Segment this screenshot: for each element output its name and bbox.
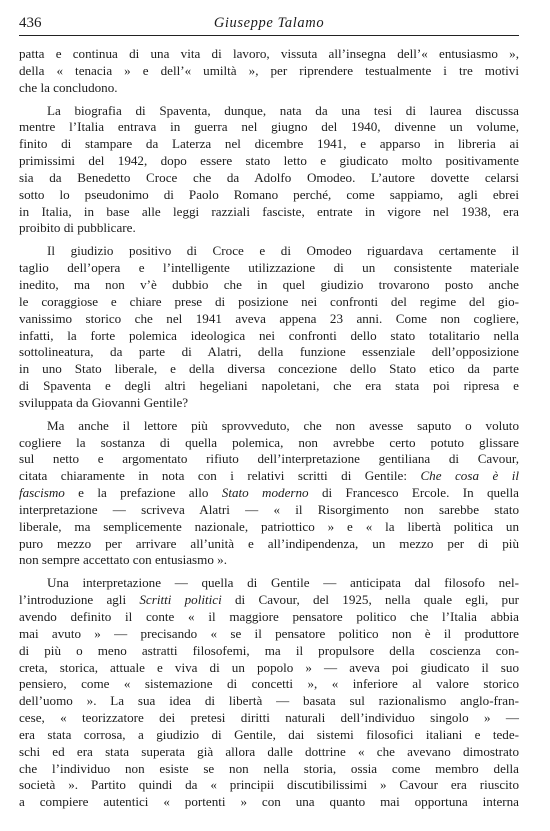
text-line [19, 63, 519, 80]
text-run: patta e continua di una vita di lavoro, vissuta all’insegna dell’« entusiasmo », [19, 46, 519, 61]
text-line [19, 153, 519, 170]
text-line [19, 626, 519, 643]
text-run: La biografia di Spaventa, dunque, nata da una tesi di laurea discussa [47, 102, 519, 118]
text-line [19, 693, 519, 710]
text-line [19, 328, 519, 345]
text-run: citata chiaramente in nota con i relativi scritti di Gentile: [19, 468, 421, 484]
text-line [19, 277, 519, 294]
text-run: in uno Stato liberale, e della diversa concezione dello Stato etico da parte [19, 361, 519, 377]
text-run: sottolineatura, da parte di Alatri, della funzione essenziale dell’opposizione [19, 344, 519, 360]
text-line [19, 220, 519, 237]
text-run: proibito di pubblicare. [19, 220, 136, 236]
text-line [19, 103, 519, 120]
page-number: 436 [19, 15, 42, 31]
text-run: di Spaventa e degli altri hegeliani napoletani, che era stata poi ripresa e [19, 378, 519, 394]
text-run: di Cavour, del 1925, nella quale egli, pur [221, 592, 519, 608]
text-run: sul netto e argomentato rifiuto dell’interpretazione gentiliana di Cavour, [19, 451, 519, 467]
text-line [19, 451, 519, 468]
text-run: taglio dell’opera e l’intelligente utilizzazione di un consistente materiale [19, 260, 519, 276]
text-line [19, 204, 519, 221]
text-line [19, 361, 519, 378]
text-line [19, 609, 519, 626]
text-line [19, 676, 519, 693]
text-line [19, 502, 519, 519]
text-run: che l’individuo non esiste se non nella storia, ossia come membro della [19, 760, 519, 776]
running-head: Giuseppe Talamo [213, 15, 325, 31]
text-line [19, 761, 519, 778]
text-run: vanissimo storico che nel 1941 aveva appena 23 anni. Come non cogliere, [19, 310, 519, 326]
text-run: avendo definito il conte « il maggiore pensatore politico che l’Italia abbia [19, 609, 519, 624]
text-run: mai avuto » — precisando « se il pensatore politico non è il produttore [19, 625, 519, 641]
text-line [19, 552, 519, 569]
italic-title: Stato moderno [221, 485, 309, 501]
text-run: della « tenacia » e dell’« umiltà », per riprendere testualmente i tre motivi [19, 62, 519, 78]
text-line [19, 311, 519, 328]
text-run: interpretazione — scriveva Alatri — « il Risorgimento non sarebbe stato [19, 501, 519, 517]
text-line [19, 170, 519, 187]
text-run: mentre l’Italia entrava in guerra nel giugno del 1940, divenne un volume, [19, 119, 519, 135]
text-run: puro mezzo per arrivare all’unità e all’indipendenza, un mezzo per di più [19, 535, 519, 551]
text-run: Ma anche il lettore più sprovveduto, che non avesse saputo o voluto [47, 417, 519, 433]
text-run: società ». Partito quindi da « principii discutibilissimi » Cavour era riuscito [19, 777, 519, 793]
text-line [19, 794, 519, 811]
text-line [19, 592, 519, 609]
text-run: sviluppata da Giovanni Gentile? [19, 394, 189, 410]
italic-title: Scritti politici [139, 592, 222, 608]
text-run: schi ed era stata superata già allora dalle dottrine « che avevano dimostrato [19, 743, 519, 759]
body-text [19, 46, 519, 811]
text-line [19, 519, 519, 536]
text-line [19, 136, 519, 153]
text-run: e la prefazione allo [64, 485, 222, 501]
text-line [19, 187, 519, 204]
text-line [19, 485, 519, 502]
text-run: cese, « teorizzatore dei pretesi diritti naturali dell’individuo singolo » — [19, 710, 519, 726]
text-line [19, 395, 519, 412]
text-line [19, 260, 519, 277]
text-run: di più o meno astratti filosofemi, ma il propulsore della coscienza con- [19, 642, 519, 658]
text-run: in Italia, in base alle leggi razziali fasciste, entrate in vigore nel 1938, era [19, 203, 519, 219]
text-run: a compiere autentici « portenti » con una quanto mai opportuna interna [19, 794, 519, 810]
text-run: finito di stampare da Laterza nel dicembre 1941, e apparso in libreria ai [19, 136, 519, 152]
text-line [19, 344, 519, 361]
italic-title: Che cosa è il [420, 468, 519, 484]
text-run: liberale, ma semplicemente nazionale, patriottico » e « la libertà politica un [19, 518, 519, 534]
text-line [19, 294, 519, 311]
text-line [19, 710, 519, 727]
text-run: Il giudizio positivo di Croce e di Omodeo riguardava certamente il [47, 243, 519, 259]
text-line [19, 435, 519, 452]
text-line [19, 80, 519, 97]
text-line [19, 660, 519, 677]
text-run: primissimi del 1942, dopo essere stato letto e giudicato molto positivamente [19, 153, 519, 169]
italic-title: fascismo [19, 485, 65, 501]
text-line [19, 378, 519, 395]
text-run: di Francesco Ercole. In quella [308, 485, 519, 501]
text-line [19, 418, 519, 435]
text-run: inedito, ma non v’è dubbio che in quel giudizio trovarono posto anche [19, 276, 519, 292]
text-run: creta, storica, attuale e viva di un popolo » — aveva poi giudicato il suo [19, 659, 519, 675]
text-line [19, 727, 519, 744]
text-line [19, 119, 519, 136]
text-run: Una interpretazione — quella di Gentile — anticipata dal filosofo nel- [47, 575, 519, 591]
text-line [19, 468, 519, 485]
text-run: dell’uomo ». La sua idea di libertà — basata sul razionalismo anglo-fran- [19, 693, 519, 709]
text-line [19, 777, 519, 794]
text-run: cogliere la sostanza di quella polemica, non avrebbe certo potuto glissare [19, 434, 519, 450]
text-run: che la concludono. [19, 79, 118, 95]
text-line [19, 575, 519, 592]
text-run: l’introduzione agli [19, 592, 140, 608]
text-run: era stata corrosa, a giudizio di Gentile, dai sistemi filosofici italiani e tede- [19, 726, 519, 742]
text-run: pensiero, come « sistemazione di concetti », « inferiore al valore storico [19, 676, 519, 692]
text-line [19, 243, 519, 260]
text-run: sotto lo pseudonimo di Paolo Romano perché, come sappiamo, agli ebrei [19, 186, 519, 202]
text-run: infatti, la forte polemica ideologica nei confronti dello stato totalitario nella [19, 327, 519, 343]
page-header [19, 13, 519, 36]
text-line [19, 643, 519, 660]
text-run: sia da Benedetto Croce che da Adolfo Omodeo. L’autore dovette celarsi [19, 169, 519, 185]
text-line [19, 744, 519, 761]
text-line [19, 536, 519, 553]
text-run: non sempre accettato con entusiasmo ». [19, 552, 227, 568]
text-line [19, 46, 519, 63]
text-run: le coraggiose e chiare prese di posizione nei confronti del regime del gio- [19, 293, 519, 309]
